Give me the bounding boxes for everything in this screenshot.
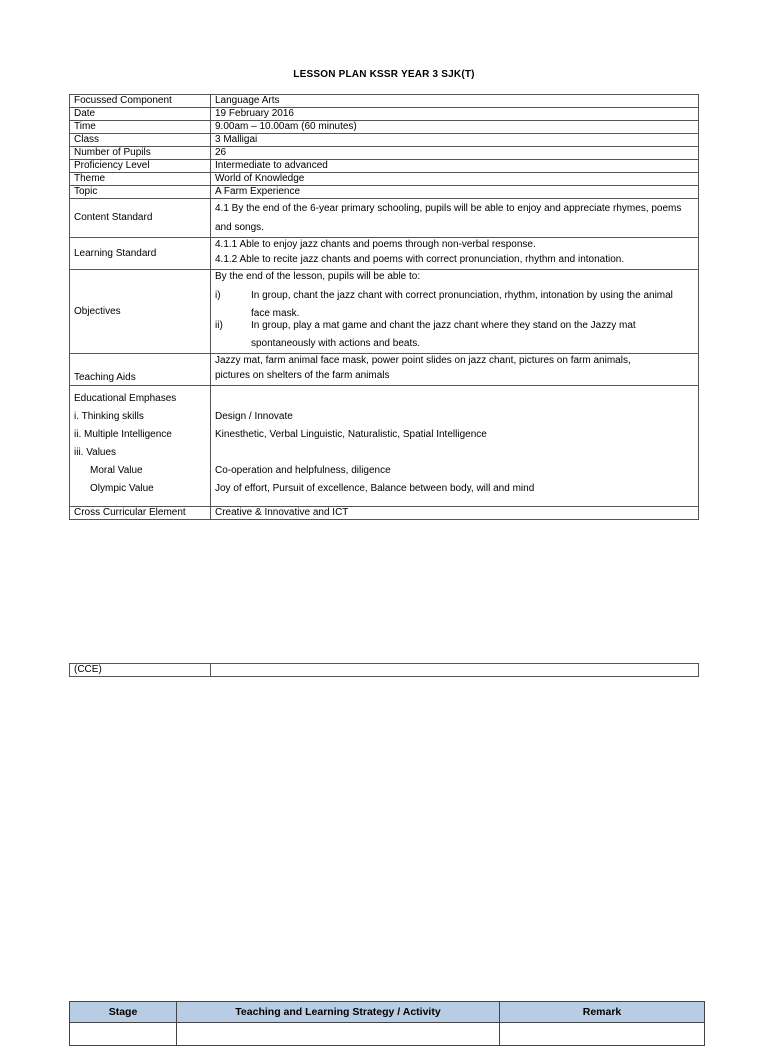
objective-text: In group, play a mat game and chant the jazz chant where they stand on the Jazzy mat spontaneously with actions and beats. (251, 320, 636, 349)
row-value: Intermediate to advanced (211, 160, 699, 173)
thinking-skills-value: Design / Innovate (215, 411, 293, 422)
row-value: 9.00am – 10.00am (60 minutes) (211, 121, 699, 134)
row-value (211, 270, 699, 354)
row-value (211, 664, 699, 677)
table-row (70, 664, 699, 677)
lesson-plan-table (69, 94, 699, 520)
objective-item (215, 317, 694, 353)
row-label: Objectives (70, 270, 211, 354)
table-row (70, 160, 699, 173)
table-row (70, 147, 699, 160)
row-label: Learning Standard (70, 238, 211, 270)
table-cell (70, 1023, 177, 1046)
table-row (70, 95, 699, 108)
emphases-item: i. Thinking skills (74, 411, 144, 422)
moral-value-text: Co-operation and helpfulness, diligence (215, 465, 391, 476)
row-label (70, 386, 211, 507)
row-label: Number of Pupils (70, 147, 211, 160)
row-label: Date (70, 108, 211, 121)
multiple-intelligence-value: Kinesthetic, Verbal Linguistic, Naturalistic, Spatial Intelligence (215, 429, 487, 440)
row-value: Language Arts (211, 95, 699, 108)
learning-standard-line: 4.1.2 Able to recite jazz chants and poems with correct pronunciation, rhythm and intonation. (215, 254, 625, 265)
emphases-subitem: Moral Value (90, 465, 143, 476)
row-value (211, 238, 699, 270)
column-header-activity: Teaching and Learning Strategy / Activity (177, 1002, 500, 1023)
table-row (70, 354, 699, 386)
row-label: Teaching Aids (70, 354, 211, 386)
objective-number: ii) (215, 320, 223, 331)
row-label: Theme (70, 173, 211, 186)
table-row (70, 270, 699, 354)
table-row (70, 186, 699, 199)
learning-standard-line: 4.1.1 Able to enjoy jazz chants and poems through non-verbal response. (215, 239, 536, 250)
row-label: Focussed Component (70, 95, 211, 108)
table-row (70, 173, 699, 186)
row-value: 19 February 2016 (211, 108, 699, 121)
row-value: Creative & Innovative and ICT (211, 507, 699, 520)
row-value: 4.1 By the end of the 6-year primary schooling, pupils will be able to enjoy and appreciate rhymes, poems and songs. (211, 199, 699, 238)
objective-text: In group, chant the jazz chant with correct pronunciation, rhythm, intonation by using the animal face mask. (251, 290, 673, 319)
table-row (70, 238, 699, 270)
table-row (70, 1023, 705, 1046)
row-label: (CCE) (70, 664, 211, 677)
table-row (70, 386, 699, 507)
olympic-value-text: Joy of effort, Pursuit of excellence, Balance between body, will and mind (215, 483, 535, 494)
column-header-stage: Stage (70, 1002, 177, 1023)
objectives-intro: By the end of the lesson, pupils will be able to: (215, 271, 421, 282)
row-label: Class (70, 134, 211, 147)
emphases-heading: Educational Emphases (74, 393, 177, 404)
row-value: A Farm Experience (211, 186, 699, 199)
row-value (211, 354, 699, 386)
emphases-subitem: Olympic Value (90, 483, 154, 494)
row-label: Proficiency Level (70, 160, 211, 173)
table-header-row (70, 1002, 705, 1023)
table-cell (177, 1023, 500, 1046)
emphases-item: ii. Multiple Intelligence (74, 429, 172, 440)
table-row (70, 108, 699, 121)
objective-number: i) (215, 290, 221, 301)
row-label: Time (70, 121, 211, 134)
table-row (70, 134, 699, 147)
row-value (211, 386, 699, 507)
table-row (70, 507, 699, 520)
row-label: Topic (70, 186, 211, 199)
row-value: World of Knowledge (211, 173, 699, 186)
teaching-aids-line: pictures on shelters of the farm animals (215, 370, 390, 381)
cce-table (69, 663, 699, 677)
table-row (70, 121, 699, 134)
emphases-item: iii. Values (74, 447, 117, 458)
page-title: LESSON PLAN KSSR YEAR 3 SJK(T) (293, 69, 475, 80)
teaching-aids-line: Jazzy mat, farm animal face mask, power point slides on jazz chant, pictures on farm animals, (215, 355, 631, 366)
table-cell (500, 1023, 705, 1046)
column-header-remark: Remark (500, 1002, 705, 1023)
row-value: 26 (211, 147, 699, 160)
row-label: Content Standard (70, 199, 211, 238)
row-label: Cross Curricular Element (70, 507, 211, 520)
row-value: 3 Malligai (211, 134, 699, 147)
table-row (70, 199, 699, 238)
